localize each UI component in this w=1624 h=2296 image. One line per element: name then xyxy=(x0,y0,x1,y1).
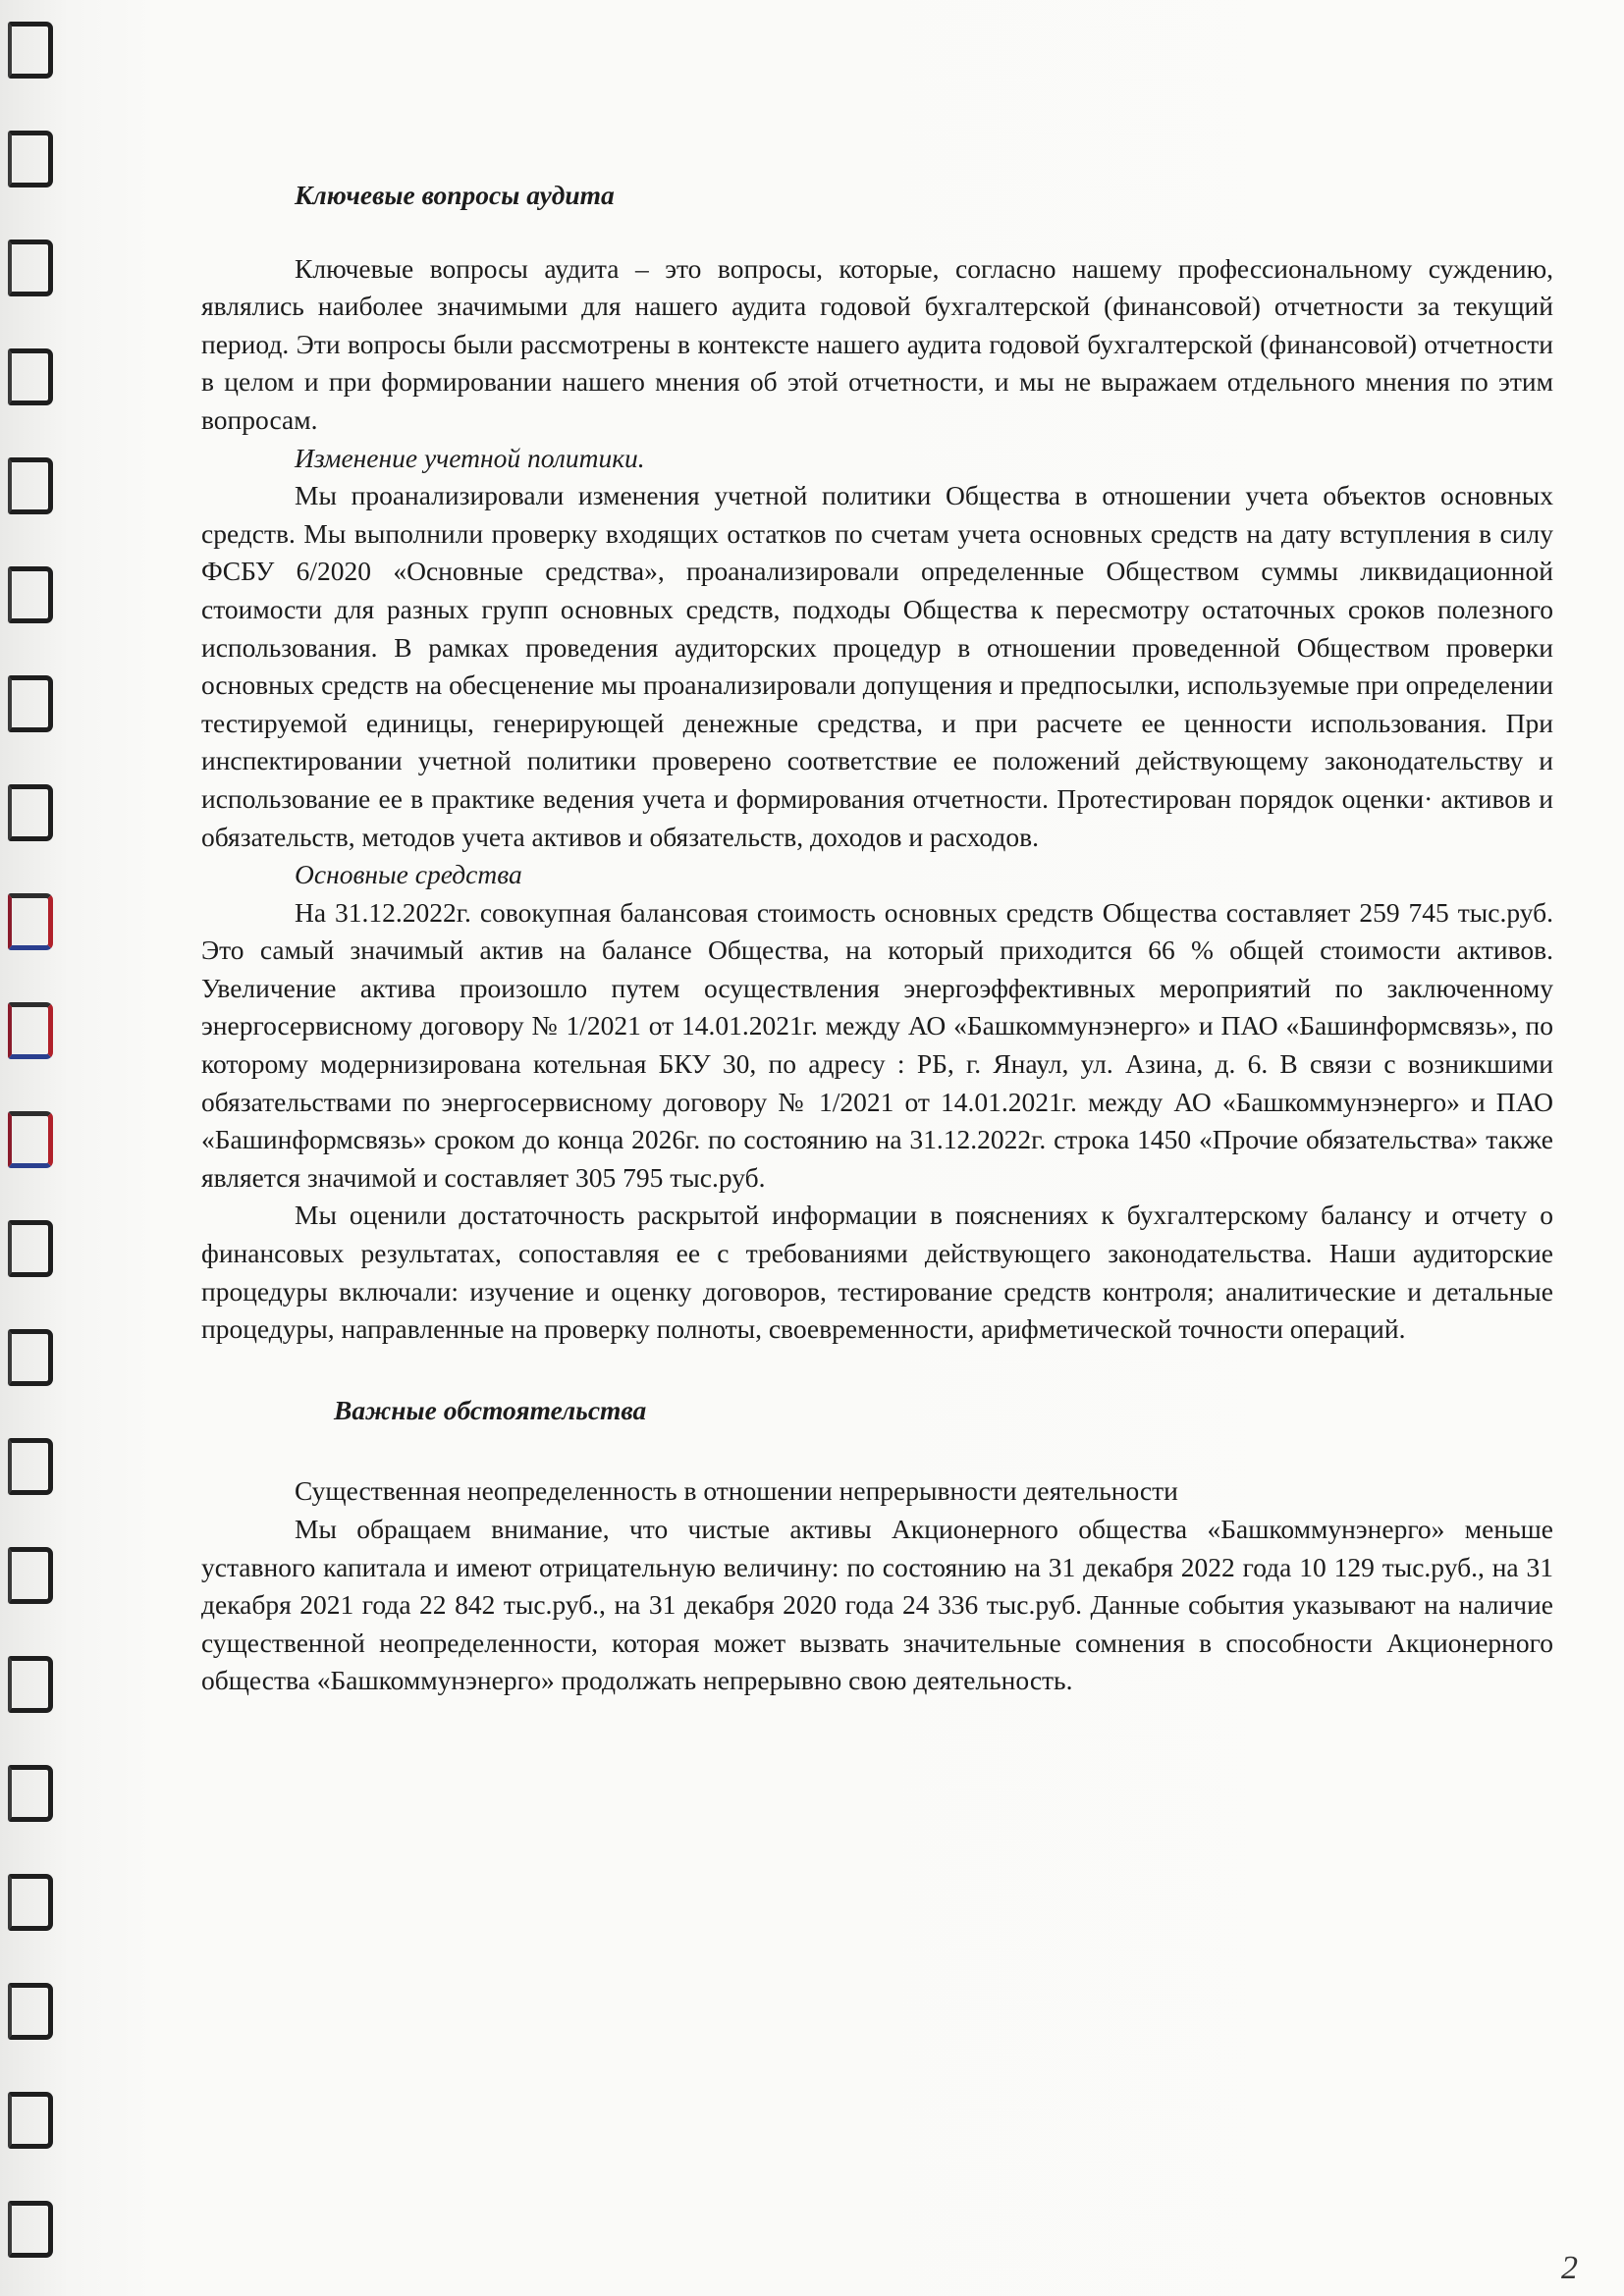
section-heading-important-circumstances: Важные обстоятельства xyxy=(334,1394,647,1425)
binding-ring xyxy=(8,1656,53,1713)
intro-paragraph: Ключевые вопросы аудита – это вопросы, которые, согласно нашему профессиональному суждению, являлись наиболее значимыми для нашего аудита годовой бухгалтерской (финансовой) отчетности за текущий период. Эти вопросы были рассмотрены в контексте нашего аудита годовой бухгалтерской (финансовой) отчетности в целом и при формировании нашего мнения об этой отчетности, и мы не выражаем отдельного мнения по этим вопросам. xyxy=(201,252,1553,435)
going-concern-title: Существенная неопределенность в отношении непрерывности деятельности xyxy=(295,1475,1178,1507)
binding-ring xyxy=(8,1329,53,1386)
binding-ring xyxy=(8,893,53,950)
binding-ring xyxy=(8,566,53,623)
binding-ring xyxy=(8,131,53,187)
binding-ring xyxy=(8,1220,53,1277)
binding-ring xyxy=(8,240,53,296)
binding-ring xyxy=(8,1547,53,1604)
binding-ring xyxy=(8,1874,53,1931)
binding-ring xyxy=(8,1438,53,1495)
binding-ring xyxy=(8,2092,53,2149)
section-heading-key-audit-matters: Ключевые вопросы аудита xyxy=(295,180,615,210)
binding-ring xyxy=(8,1983,53,2040)
binding-ring xyxy=(8,1002,53,1059)
binding-ring xyxy=(8,675,53,732)
fixed-assets-paragraph: На 31.12.2022г. совокупная балансовая стоимость основных средств Общества составляет 259 745 тыс.руб. Это самый значимый актив на балансе Общества, на который приходится 66 % общей стоимости активов. Увеличение актива произошло путем осуществления энергоэффективных мероприятий по заключенному энергосервисному договору № 1/2021 от 14.01.2021г. между АО «Башкоммунэнерго» и ПАО «Башинформсвязь», по которому модернизирована котельная БКУ 30, по адресу : РБ, г. Янаул, ул. Азина, д. 6. В связи с возникшими обязательствами по энергосервисному договору № 1/2021 от 14.01.2021г. между АО «Башкоммунэнерго» и ПАО «Башинформсвязь» сроком до конца 2026г. по состоянию на 31.12.2022г. строка 1450 «Прочие обязательства» также является значимой и составляет 305 795 тыс.руб. xyxy=(201,896,1553,1193)
going-concern-paragraph: Мы обращаем внимание, что чистые активы Акционерного общества «Башкоммунэнерго» меньше уставного капитала и имеют отрицательную величину: по состоянию на 31 декабря 2022 года 10 129 тыс.руб., на 31 декабря 2021 года 22 842 тыс.руб., на 31 декабря 2020 года 24 336 тыс.руб. Данные события указывают на наличие существенной неопределенности, которая может вызвать значительные сомнения в способности Акционерного общества «Башкоммунэнерго» продолжать непрерывно свою деятельность. xyxy=(201,1514,1553,1696)
subheading-fixed-assets: Основные средства xyxy=(295,859,522,890)
binding-ring xyxy=(8,22,53,79)
accounting-policy-paragraph: Мы проанализировали изменения учетной политики Общества в отношении учета объектов основных средств. Мы выполнили проверку входящих остатков по счетам учета основных средств на дату вступления в силу ФСБУ 6/2020 «Основные средства», проанализировали определенные Обществом суммы ликвидационной стоимости для разных групп основных средств, подходы Общества к пересмотру остаточных сроков полезного использования. В рамках проведения аудиторских процедур в отношении проведенной Обществом проверки основных средств на обесценение мы проанализировали допущения и предпосылки, используемые при определении тестируемой единицы, генерирующей денежные средства, и при расчете ее ценности использования. При инспектировании учетной политики проверено соответствие ее положений действующему законодательству и использование ее в практике ведения учета и формирования отчетности. Протестирован порядок оценки· активов и обязательств, методов учета активов и обязательств, доходов и расходов. xyxy=(201,480,1553,852)
binding-ring xyxy=(8,348,53,405)
binding-ring xyxy=(8,2201,53,2258)
subheading-accounting-policy: Изменение учетной политики. xyxy=(295,442,645,473)
page-number: 2 xyxy=(1561,2250,1578,2286)
binding-ring xyxy=(8,457,53,514)
binding-ring xyxy=(8,784,53,841)
spiral-binding xyxy=(0,0,69,2296)
disclosure-paragraph: Мы оценили достаточность раскрытой информации в пояснениях к бухгалтерскому балансу и отчету о финансовых результатах, сопоставляя ее с требованиями действующего законодательства. Наши аудиторские процедуры включали: изучение и оценку договоров, тестирование средств контроля; аналитические и детальные процедуры, направленные на проверку полноты, своевременности, арифметической точности операций. xyxy=(201,1200,1553,1345)
binding-ring xyxy=(8,1765,53,1822)
binding-ring xyxy=(8,1111,53,1168)
document-body xyxy=(201,177,1553,1700)
